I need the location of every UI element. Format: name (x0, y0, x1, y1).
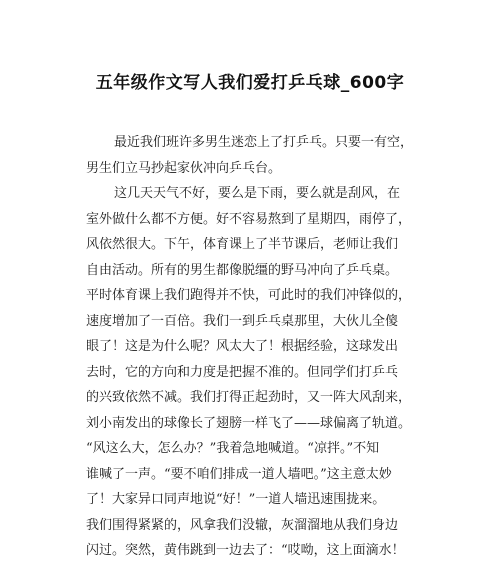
text-line: 闪过。突然，黄伟跳到一边去了：“哎呦，这上面滴水！ (86, 543, 405, 558)
text-line: “风这么大，怎么办？”我着急地喊道。“凉拌。”不知 (86, 441, 380, 456)
text-line: 眼了！这是为什么呢？风太大了！根据经验，这球发出 (86, 339, 399, 354)
text-line: 谁喊了一声。“要不咱们排成一道人墙吧。”这主意太妙 (86, 466, 392, 482)
text-line: 这几天天气不好，要么是下雨，要么就是刮风，在 (114, 186, 401, 201)
document-body (86, 130, 422, 564)
text-line: 刘小南发出的球像长了翅膀一样飞了——球偏离了轨道。 (86, 415, 412, 431)
text-line: 最近我们班许多男生迷恋上了打乒乓。只要一有空， (114, 135, 414, 150)
text-line: 了！大家异口同声地说“好！”一道人墙迅速围拢来。 (86, 492, 386, 507)
text-line: 去时，它的方向和力度是把握不准的。但同学们打乒乓 (86, 364, 399, 380)
text-line: 风依然很大。下午，体育课上了半节课后，老师让我们 (86, 237, 399, 252)
text-line: 平时体育课上我们跑得并不快，可此时的我们冲锋似的， (86, 288, 412, 303)
text-line: 男生们立马抄起家伙冲向乒乓台。 (86, 160, 282, 176)
document-title: 五年级作文写人我们爱打乒乓球_600字 (95, 73, 405, 93)
text-line: 速度增加了一百倍。我们一到乒乓桌那里，大伙儿全傻 (86, 313, 399, 329)
text-line: 自由活动。所有的男生都像脱缰的野马冲向了乒乓桌。 (86, 262, 399, 278)
text-line: 我们围得紧紧的，风拿我们没辙，灰溜溜地从我们身边 (86, 517, 399, 533)
text-line: 的兴致依然不减。我们打得正起劲时，又一阵大风刮来， (86, 390, 412, 405)
text-line: 室外做什么都不方便。好不容易熬到了星期四，雨停了， (86, 211, 412, 227)
